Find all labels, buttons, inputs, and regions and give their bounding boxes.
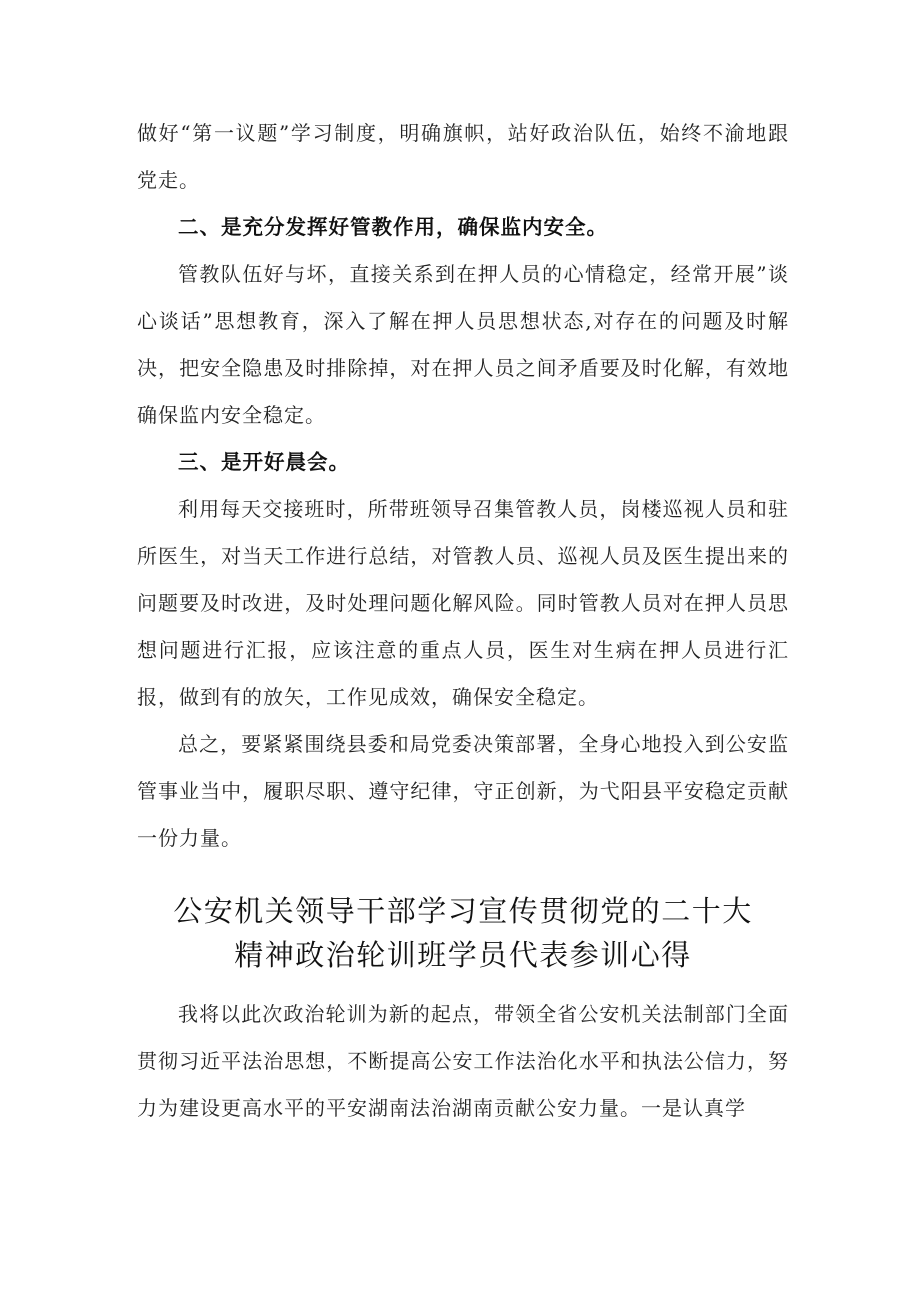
continuation-paragraph: 做好“第一议题”学习制度，明确旗帜，站好政治队伍，始终不渝地跟党走。 — [137, 121, 789, 192]
section-2-paragraph: 管教队伍好与坏，直接关系到在押人员的心情稳定，经常开展”谈心谈话”思想教育，深入了解在押人员思想状态,对存在的问题及时解决，把安全隐患及时排除掉，对在押人员之间矛盾要及时化解，有效地确保监内安全稳定。 — [137, 262, 789, 427]
conclusion-paragraph: 总之，要紧紧围绕县委和局党委决策部署，全身心地投入到公安监管事业当中，履职尽职、遵守纪律，守正创新，为弋阳县平安稳定贡献一份力量。 — [137, 732, 789, 850]
document-body — [137, 110, 789, 1132]
article-title — [117, 889, 809, 977]
article-title-line-1: 公安机关领导干部学习宣传贯彻党的二十大 — [173, 894, 753, 928]
article-title-line-2: 精神政治轮训班学员代表参训心得 — [234, 938, 692, 972]
section-2-heading: 二、是充分发挥好管教作用，确保监内安全。 — [178, 215, 608, 239]
section-3-heading: 三、是开好晨会。 — [178, 450, 350, 474]
section-3-paragraph: 利用每天交接班时，所带班领导召集管教人员，岗楼巡视人员和驻所医生，对当天工作进行总结，对管教人员、巡视人员及医生提出来的问题要及时改进，及时处理问题化解风险。同时管教人员对在押人员思想问题进行汇报，应该注意的重点人员，医生对生病在押人员进行汇报，做到有的放矢，工作见成效，确保安全稳定。 — [137, 497, 789, 709]
article-intro-paragraph: 我将以此次政治轮训为新的起点，带领全省公安机关法制部门全面贯彻习近平法治思想，不断提高公安工作法治化水平和执法公信力，努力为建设更高水平的平安湖南法治湖南贡献公安力量。一是认真学 — [137, 1002, 789, 1120]
